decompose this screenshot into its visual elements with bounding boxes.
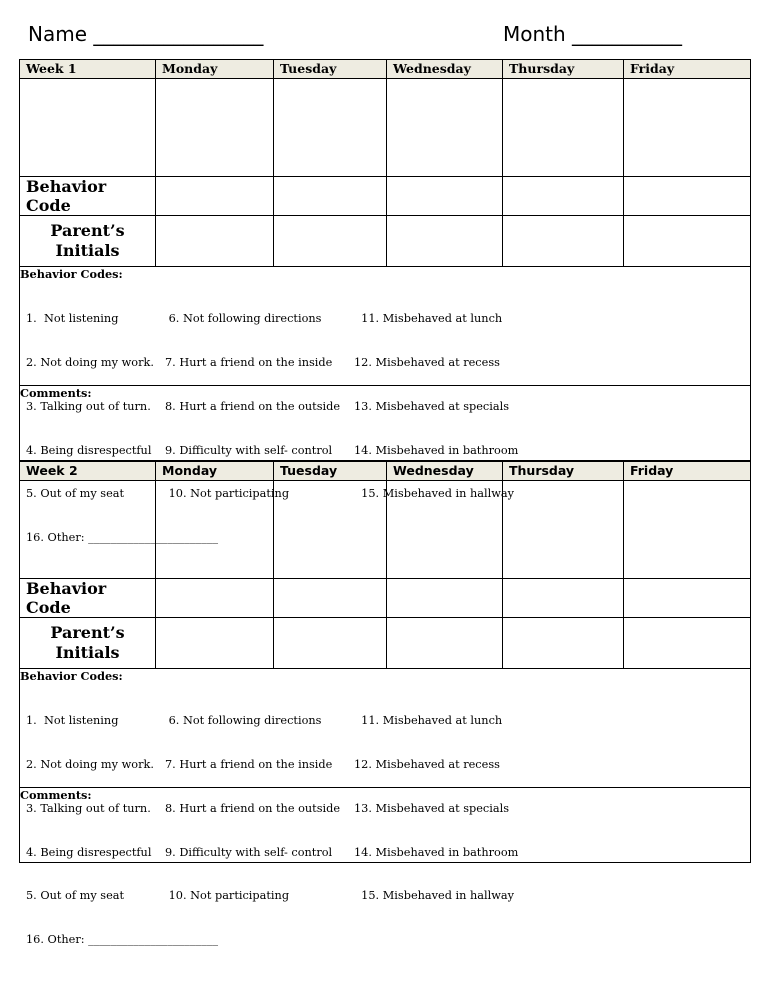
- comments-label: Comments:: [20, 386, 92, 400]
- code-item: 9. Difficulty with self- control: [165, 845, 333, 859]
- code-item: 7. Hurt a friend on the inside: [165, 355, 333, 369]
- parent-initials-cell-friday[interactable]: [624, 618, 751, 669]
- code-item: 13. Misbehaved at specials: [354, 399, 510, 413]
- code-item: 2. Not doing my work.: [26, 355, 154, 369]
- notes-cell-blank: [20, 79, 156, 177]
- parent-initials-cell-friday[interactable]: [624, 216, 751, 267]
- behavior-code-cell-tuesday[interactable]: [274, 579, 387, 618]
- code-item: 5. Out of my seat: [26, 889, 125, 903]
- code-item: 1. Not listening: [26, 312, 119, 326]
- parent-initials-cell-tuesday[interactable]: [274, 216, 387, 267]
- codes-column-2: [165, 685, 340, 933]
- behavior-code-cell-wednesday[interactable]: [387, 579, 503, 618]
- code-item: 2. Not doing my work.: [26, 757, 154, 771]
- code-item-other: 16. Other: _______________________: [26, 933, 219, 947]
- code-item: 10. Not participating: [165, 487, 290, 501]
- code-item: 15. Misbehaved in hallway: [354, 487, 515, 501]
- day-header-wednesday: Wednesday: [387, 462, 503, 481]
- behavior-code-cell-friday[interactable]: [624, 579, 751, 618]
- week-1-parent-initials-row: [20, 216, 751, 267]
- week-1-header-row: [20, 60, 751, 79]
- code-item: 4. Being disrespectful: [26, 845, 152, 859]
- week-2-table: [19, 461, 751, 947]
- parent-initials-cell-wednesday[interactable]: [387, 618, 503, 669]
- notes-cell-tuesday[interactable]: [274, 79, 387, 177]
- parent-initials-cell-monday[interactable]: [156, 618, 274, 669]
- parent-initials-cell-thursday[interactable]: [503, 618, 624, 669]
- day-header-monday: Monday: [156, 462, 274, 481]
- week-1-codes-row: [20, 267, 751, 386]
- day-header-thursday: Thursday: [503, 60, 624, 79]
- behavior-code-cell-friday[interactable]: [624, 177, 751, 216]
- month-label: Month ___________: [503, 22, 683, 46]
- week-label: Week 2: [20, 462, 156, 481]
- code-item: 4. Being disrespectful: [26, 443, 152, 457]
- code-item: 12. Misbehaved at recess: [354, 355, 500, 369]
- code-item: 10. Not participating: [165, 889, 290, 903]
- code-item: 8. Hurt a friend on the outside: [165, 801, 341, 815]
- behavior-code-cell-monday[interactable]: [156, 177, 274, 216]
- behavior-codes-title: Behavior Codes:: [20, 267, 123, 281]
- behavior-code-cell-wednesday[interactable]: [387, 177, 503, 216]
- parent-initials-cell-thursday[interactable]: [503, 216, 624, 267]
- parent-initials-cell-tuesday[interactable]: [274, 618, 387, 669]
- notes-cell-friday[interactable]: [624, 79, 751, 177]
- notes-cell-blank: [20, 481, 156, 579]
- code-item: 14. Misbehaved in bathroom: [354, 845, 519, 859]
- parent-initials-line2: Initials: [55, 241, 120, 260]
- day-header-tuesday: Tuesday: [274, 60, 387, 79]
- codes-column-3: [354, 685, 518, 933]
- code-item: 5. Out of my seat: [26, 487, 125, 501]
- notes-cell-monday[interactable]: [156, 79, 274, 177]
- week-2-header-row: [20, 462, 751, 481]
- day-header-friday: Friday: [624, 462, 751, 481]
- code-item: 6. Not following directions: [165, 714, 322, 728]
- parent-initials-cell-wednesday[interactable]: [387, 216, 503, 267]
- behavior-code-cell-tuesday[interactable]: [274, 177, 387, 216]
- code-item: 3. Talking out of turn.: [26, 801, 151, 815]
- notes-cell-wednesday[interactable]: [387, 481, 503, 579]
- code-item: 8. Hurt a friend on the outside: [165, 399, 341, 413]
- week-label: Week 1: [20, 60, 156, 79]
- week-2-notes-row: [20, 481, 751, 579]
- code-item: 9. Difficulty with self- control: [165, 443, 333, 457]
- notes-cell-wednesday[interactable]: [387, 79, 503, 177]
- parent-initials-label: [20, 618, 156, 669]
- code-item-other: 16. Other: _______________________: [26, 531, 219, 545]
- notes-cell-tuesday[interactable]: [274, 481, 387, 579]
- behavior-code-cell-monday[interactable]: [156, 579, 274, 618]
- week-1-behavior-code-row: [20, 177, 751, 216]
- notes-cell-monday[interactable]: [156, 481, 274, 579]
- code-item: 3. Talking out of turn.: [26, 399, 151, 413]
- week-2-codes-row: [20, 669, 751, 788]
- day-header-wednesday: Wednesday: [387, 60, 503, 79]
- parent-initials-cell-monday[interactable]: [156, 216, 274, 267]
- code-item: 11. Misbehaved at lunch: [354, 714, 503, 728]
- week-2-behavior-code-row: [20, 579, 751, 618]
- code-item: 13. Misbehaved at specials: [354, 801, 510, 815]
- behavior-code-label: Behavior Code: [20, 579, 156, 618]
- code-item: 15. Misbehaved in hallway: [354, 889, 515, 903]
- name-label: Name _________________: [28, 22, 264, 46]
- code-item: 11. Misbehaved at lunch: [354, 312, 503, 326]
- day-header-monday: Monday: [156, 60, 274, 79]
- comments-label: Comments:: [20, 788, 92, 802]
- day-header-thursday: Thursday: [503, 462, 624, 481]
- code-item: 14. Misbehaved in bathroom: [354, 443, 519, 457]
- parent-initials-label: [20, 216, 156, 267]
- week-2-parent-initials-row: [20, 618, 751, 669]
- code-item: 1. Not listening: [26, 714, 119, 728]
- code-item: 7. Hurt a friend on the inside: [165, 757, 333, 771]
- notes-cell-friday[interactable]: [624, 481, 751, 579]
- week-1-notes-row: [20, 79, 751, 177]
- behavior-code-cell-thursday[interactable]: [503, 177, 624, 216]
- code-item: 6. Not following directions: [165, 312, 322, 326]
- day-header-friday: Friday: [624, 60, 751, 79]
- parent-initials-line1: Parent’s: [50, 623, 125, 642]
- parent-initials-line2: Initials: [55, 643, 120, 662]
- behavior-codes-title: Behavior Codes:: [20, 669, 123, 683]
- code-item: 12. Misbehaved at recess: [354, 757, 500, 771]
- behavior-code-label: Behavior Code: [20, 177, 156, 216]
- notes-cell-thursday[interactable]: [503, 79, 624, 177]
- day-header-tuesday: Tuesday: [274, 462, 387, 481]
- notes-cell-thursday[interactable]: [503, 481, 624, 579]
- parent-initials-line1: Parent’s: [50, 221, 125, 240]
- behavior-code-cell-thursday[interactable]: [503, 579, 624, 618]
